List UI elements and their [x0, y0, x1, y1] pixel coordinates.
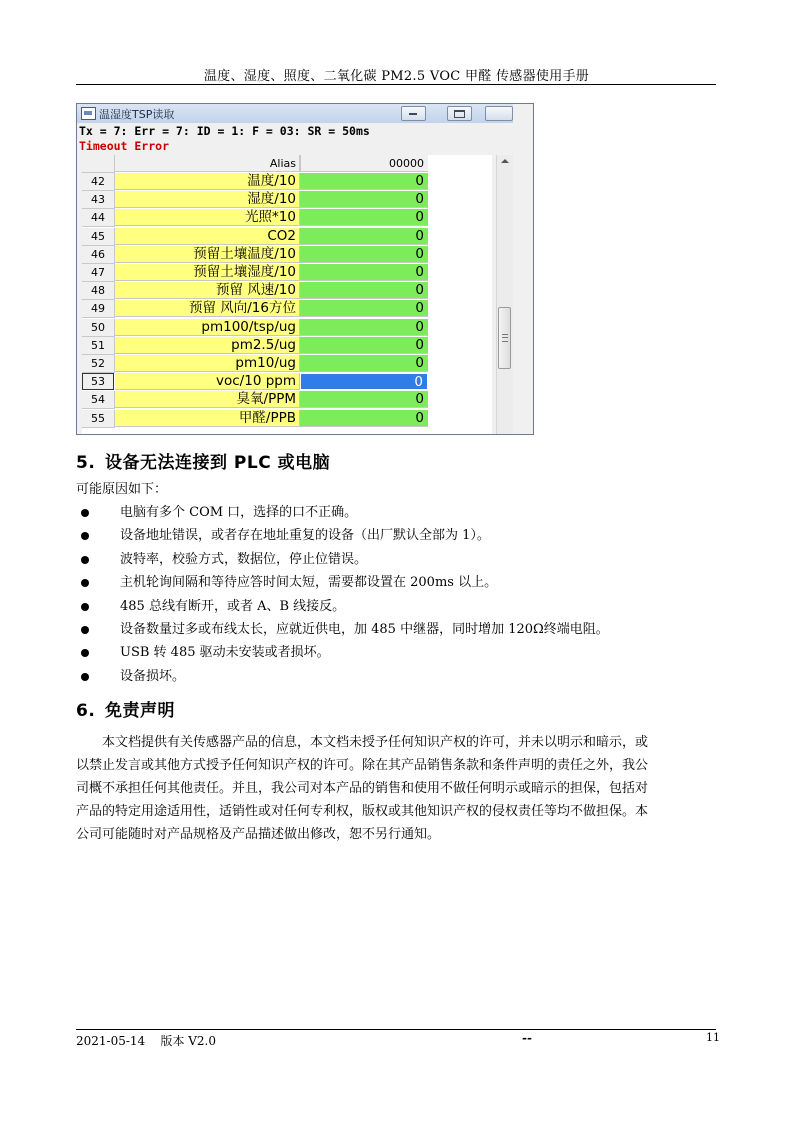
value-cell[interactable]: 0: [300, 300, 428, 317]
section6-heading: [76, 696, 175, 721]
status-line: Tx = 7: Err = 7: ID = 1: F = 03: SR = 50ms: [79, 124, 370, 138]
header-rule: [76, 84, 716, 85]
alias-cell[interactable]: pm100/tsp/ug: [115, 319, 300, 336]
register-grid: [82, 155, 492, 435]
grid-row[interactable]: [82, 264, 429, 282]
scroll-up-arrow-icon[interactable]: [501, 159, 509, 163]
grid-row[interactable]: [82, 410, 429, 428]
app-window-screenshot: [76, 103, 534, 435]
value-column-header[interactable]: 00000: [300, 155, 428, 172]
alias-cell[interactable]: pm10/ug: [115, 355, 300, 372]
grid-row[interactable]: [82, 246, 429, 264]
section5-intro: 可能原因如下：: [76, 482, 168, 497]
list-item-text: 波特率，校验方式，数据位，停止位错误。: [120, 551, 368, 567]
row-number[interactable]: 47: [82, 264, 115, 282]
value-cell[interactable]: 0: [300, 173, 428, 190]
grid-header-row: [82, 155, 429, 173]
row-number[interactable]: 50: [82, 319, 115, 337]
paragraph-line: 司概不承担任何其他责任。并且，我公司对本产品的销售和使用不做任何明示或暗示的担保，包括对: [76, 781, 649, 796]
app-icon: [81, 107, 96, 120]
list-item: [76, 618, 716, 641]
paragraph-line: 本文档提供有关传感器产品的信息，本文档未授予任何知识产权的许可，并未以明示和暗示，或: [76, 735, 649, 750]
paragraph-line: 产品的特定用途适用性，适销性或对任何专利权，版权或其他知识产权的侵权责任等均不做担保。本: [76, 804, 649, 819]
row-number[interactable]: 51: [82, 337, 115, 355]
alias-cell[interactable]: 预留 风速/10: [115, 282, 300, 299]
section6-number: 6.: [76, 701, 96, 721]
list-item-text: 485 总线有断开，或者 A、B 线接反。: [120, 598, 346, 614]
list-item-text: 设备数量过多或布线太长，应就近供电，加 485 中继器，同时增加 120Ω终端电阻。: [120, 621, 609, 637]
section5-number: 5.: [76, 453, 96, 473]
alias-cell[interactable]: 预留土壤温度/10: [115, 246, 300, 263]
list-item-text: 设备损坏。: [120, 668, 186, 684]
alias-column-header[interactable]: Alias: [115, 155, 300, 172]
footer-rule: [76, 1029, 716, 1030]
error-text: Timeout Error: [79, 139, 170, 153]
vertical-scrollbar[interactable]: [496, 155, 513, 434]
cause-list: [76, 501, 716, 688]
list-item: [76, 501, 716, 524]
alias-cell[interactable]: 甲醛/PPB: [115, 410, 300, 427]
value-cell[interactable]: 0: [300, 373, 428, 390]
value-cell[interactable]: 0: [300, 209, 428, 226]
window-title: 温湿度TSP读取: [99, 108, 175, 121]
paragraph-line: 以禁止发言或其他方式授予任何知识产权的许可。除在其产品销售条款和条件声明的责任之外，我公: [76, 758, 649, 773]
grid-row[interactable]: [82, 173, 429, 191]
value-cell[interactable]: 0: [300, 410, 428, 427]
list-item: [76, 524, 716, 547]
grid-row[interactable]: [82, 373, 429, 391]
row-number[interactable]: 53: [82, 373, 114, 390]
list-item-text: 设备地址错误，或者存在地址重复的设备（出厂默认全部为 1）。: [120, 528, 490, 544]
grid-row[interactable]: [82, 391, 429, 409]
footer-dashes: --: [522, 1031, 532, 1045]
value-cell[interactable]: 0: [300, 391, 428, 408]
alias-cell[interactable]: 预留 风向/16方位: [115, 300, 300, 317]
section5-title: 设备无法连接到 PLC 或电脑: [105, 453, 331, 473]
header-title: 温度、湿度、照度、二氧化碳 PM2.5 VOC 甲醛 传感器使用手册: [203, 69, 590, 84]
grid-row[interactable]: [82, 209, 429, 227]
bullet-icon: [81, 649, 89, 657]
alias-cell[interactable]: 光照*10: [115, 209, 300, 226]
bullet-icon: [81, 509, 89, 517]
disclaimer-paragraph: [76, 731, 716, 846]
alias-cell[interactable]: 温度/10: [115, 173, 300, 190]
page-number: 11: [706, 1031, 720, 1044]
row-number[interactable]: 42: [82, 173, 115, 191]
alias-cell[interactable]: 湿度/10: [115, 191, 300, 208]
alias-cell[interactable]: voc/10 ppm: [115, 373, 300, 390]
bullet-icon: [81, 626, 89, 634]
alias-cell[interactable]: CO2: [115, 228, 300, 245]
bullet-icon: [81, 579, 89, 587]
grid-corner: [82, 155, 115, 173]
row-number[interactable]: 46: [82, 246, 115, 264]
value-cell[interactable]: 0: [300, 282, 428, 299]
list-item: [76, 595, 716, 618]
list-item: [76, 548, 716, 571]
bullet-icon: [81, 556, 89, 564]
bullet-icon: [81, 673, 89, 681]
minimize-button[interactable]: [401, 106, 426, 121]
section6-title: 免责声明: [105, 701, 175, 721]
bullet-icon: [81, 532, 89, 540]
list-item: [76, 571, 716, 594]
list-item-text: USB 转 485 驱动未安装或者损坏。: [120, 645, 330, 661]
maximize-button[interactable]: [447, 106, 472, 121]
grid-row[interactable]: [82, 228, 429, 246]
paragraph-line: 公司可能随时对产品规格及产品描述做出修改，恕不另行通知。: [76, 827, 441, 842]
value-cell[interactable]: 0: [300, 355, 428, 372]
alias-cell[interactable]: pm2.5/ug: [115, 337, 300, 354]
grid-row[interactable]: [82, 191, 429, 209]
grid-row[interactable]: [82, 300, 429, 318]
row-number[interactable]: 55: [82, 410, 115, 428]
row-number[interactable]: 54: [82, 391, 115, 409]
grid-row[interactable]: [82, 319, 429, 337]
alias-cell[interactable]: 预留土壤湿度/10: [115, 264, 300, 281]
bullet-icon: [81, 603, 89, 611]
row-number[interactable]: 52: [82, 355, 115, 373]
value-cell[interactable]: 0: [300, 337, 428, 354]
value-cell[interactable]: 0: [300, 228, 428, 245]
list-item: [76, 665, 716, 688]
row-number[interactable]: 48: [82, 282, 115, 300]
value-cell[interactable]: 0: [300, 319, 428, 336]
value-cell[interactable]: 0: [300, 191, 428, 208]
value-cell[interactable]: 0: [300, 246, 428, 263]
grid-row[interactable]: [82, 337, 429, 355]
scrollbar-thumb[interactable]: [498, 307, 511, 369]
list-item-text: 电脑有多个 COM 口，选择的口不正确。: [120, 505, 358, 520]
value-cell[interactable]: 0: [300, 264, 428, 281]
row-number[interactable]: 44: [82, 209, 115, 227]
row-number[interactable]: 45: [82, 228, 115, 246]
section5-heading: [76, 448, 330, 473]
status-area: [79, 124, 370, 154]
window-right-panel: [513, 104, 533, 434]
list-item: [76, 641, 716, 664]
close-button[interactable]: [485, 106, 513, 121]
footer-date-version: 2021-05-14 版本 V2.0: [76, 1034, 217, 1048]
grid-row[interactable]: [82, 282, 429, 300]
window-titlebar: [77, 104, 533, 123]
row-number[interactable]: 43: [82, 191, 115, 209]
grid-row[interactable]: [82, 355, 429, 373]
row-number[interactable]: 49: [82, 300, 115, 318]
list-item-text: 主机轮询间隔和等待应答时间太短，需要都设置在 200ms 以上。: [120, 575, 498, 591]
alias-cell[interactable]: 臭氧/PPM: [115, 391, 300, 408]
